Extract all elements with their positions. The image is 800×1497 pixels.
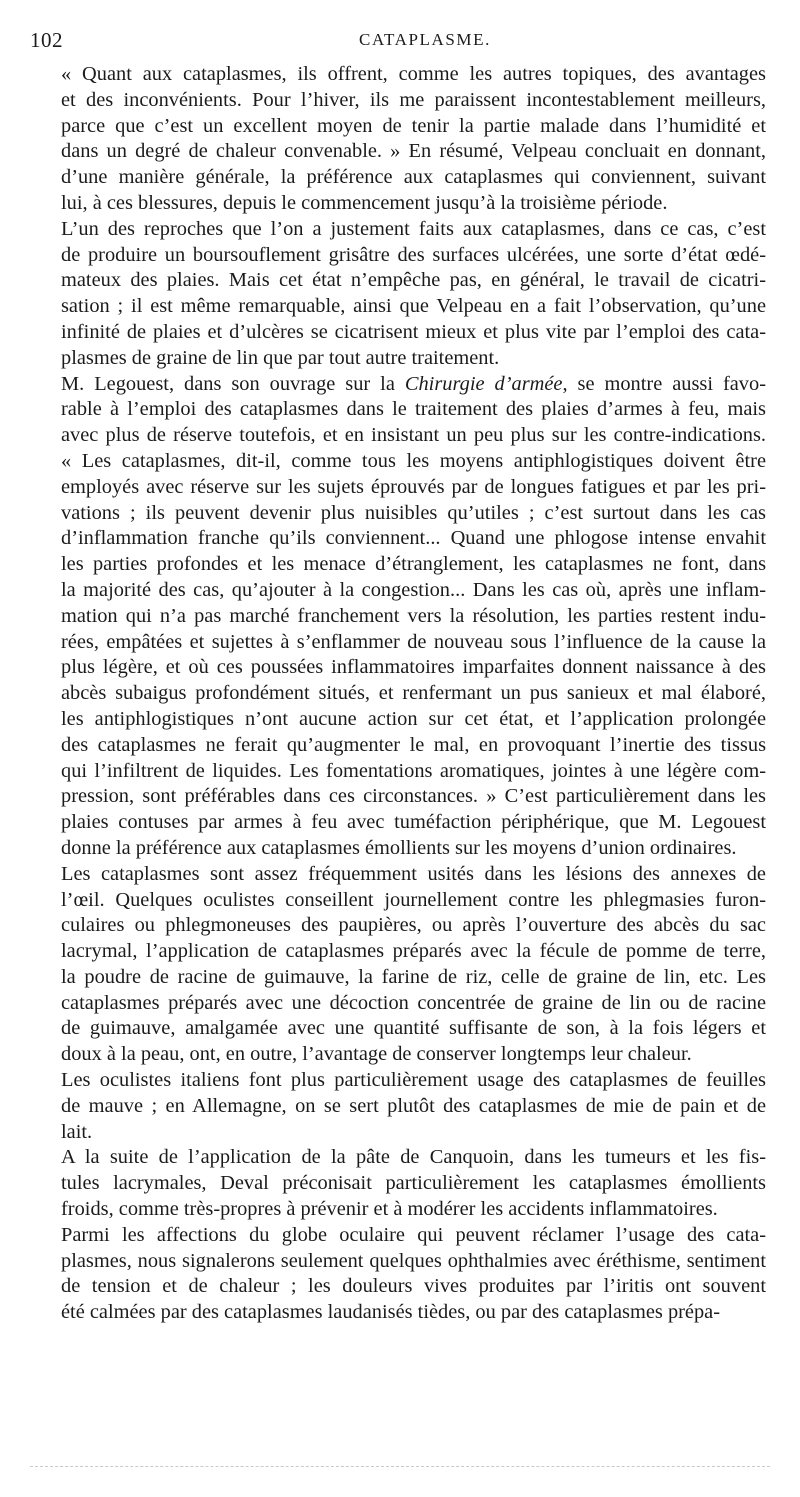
text-line: infinité de plaies et d’ulcères se cicatrisent mieux et plus vite par l’emploi des cata- (61, 320, 766, 343)
text-line: plaies contuses par armes à feu avec tuméfaction périphérique, que M. Legouest (61, 811, 766, 834)
paragraph (31, 862, 766, 1068)
text-line: des cataplasmes ne ferait qu’augmenter le mal, en provoquant l’inertie des tissus (61, 733, 766, 756)
paragraph (31, 1068, 766, 1145)
text-line: employés avec réserve sur les sujets éprouvés par de longues fatigues et par les pri- (61, 475, 766, 498)
text-line: culaires ou phlegmoneuses des paupières, ou après l’ouverture des abcès du sac (61, 914, 766, 937)
text-line: lui, à ces blessures, depuis le commencement jusqu’à la troisième période. (61, 191, 668, 214)
text-line: vations ; ils peuvent devenir plus nuisibles qu’utiles ; c’est surtout dans les cas (61, 501, 766, 524)
text-line: « Quant aux cataplasmes, ils offrent, comme les autres topiques, des avantages (61, 63, 766, 85)
text-line: mateux des plaies. Mais cet état n’empêche pas, en général, le travail de cicatri- (61, 269, 766, 292)
text-line: Parmi les affections du globe oculaire qui peuvent réclamer l’usage des cata- (61, 1223, 766, 1246)
text-line: Les oculistes italiens font plus particulièrement usage des cataplasmes de feuilles (61, 1069, 766, 1092)
text-line: dans un degré de chaleur convenable. » En résumé, Velpeau concluait en donnant, (61, 140, 766, 163)
text-line: et des inconvénients. Pour l’hiver, ils me paraissent incontestablement meilleurs, (61, 88, 766, 111)
text-line: Les cataplasmes sont assez fréquemment usités dans les lésions des annexes de (61, 862, 766, 885)
text-line: sation ; il est même remarquable, ainsi que Velpeau en a fait l’observation, qu’une (61, 295, 766, 318)
text-line: été calmées par des cataplasmes laudanisés tièdes, ou par des cataplasmes prépa- (61, 1301, 721, 1324)
text-line: d’inflammation franche qu’ils conviennent... Quand une phlogose intense envahit (61, 527, 766, 550)
book-title: Chirurgie d’armée (404, 372, 563, 395)
text-line: doux à la peau, ont, en outre, l’avantage de conserver longtemps leur chaleur. (61, 1043, 692, 1066)
text-line: plasmes de graine de lin que par tout autre traitement. (61, 346, 500, 369)
paragraph (31, 62, 766, 217)
text-line: rées, empâtées et sujettes à s’enflammer de nouveau sous l’influence de la cause la (61, 630, 766, 653)
text-line: les parties profondes et les menace d’étranglement, les cataplasmes ne font, dans (61, 553, 766, 576)
text-line: M. Legouest, dans son ouvrage sur la Chirurgie d’armée, se montre aussi favo- (61, 372, 766, 395)
paragraph (31, 217, 766, 372)
text-line: donne la préférence aux cataplasmes émollients sur les moyens d’union ordinaires. (61, 836, 737, 859)
text-line: rable à l’emploi des cataplasmes dans le traitement des plaies d’armes à feu, mais (61, 398, 766, 421)
text-line: avec plus de réserve toutefois, et en insistant un peu plus sur les contre-indications. (61, 424, 766, 447)
text-line: la poudre de racine de guimauve, la farine de riz, celle de graine de lin, etc. Les (61, 965, 766, 988)
body-text (31, 62, 766, 1326)
text-line: froids, comme très-propres à prévenir et à modérer les accidents inflammatoires. (61, 1198, 718, 1221)
text-line: A la suite de l’application de la pâte de Canquoin, dans les tumeurs et les fis- (61, 1146, 766, 1169)
text-line: pression, sont préférables dans ces circonstances. » C’est particulièrement dans les (61, 785, 766, 808)
text-line: parce que c’est un excellent moyen de tenir la partie malade dans l’humidité et (61, 114, 766, 137)
text-line: tules lacrymales, Deval préconisait particulièrement les cataplasmes émollients (61, 1172, 766, 1195)
text-line: plus légère, et où ces poussées inflammatoires imparfaites donnent naissance à des (61, 656, 766, 679)
running-title: CATAPLASME. (359, 30, 491, 49)
text-line: la majorité des cas, qu’ajouter à la congestion... Dans les cas où, après une inflam- (61, 578, 766, 601)
text-line: qui l’infiltrent de liquides. Les fomentations aromatiques, jointes à une légère com- (61, 759, 766, 782)
text-line: lacrymal, l’application de cataplasmes préparés avec la fécule de pomme de terre, (61, 940, 766, 963)
page-header (30, 28, 770, 58)
text-line: mation qui n’a pas marché franchement vers la résolution, les parties restent indu- (61, 604, 766, 627)
text-line: de produire un boursouflement grisâtre des surfaces ulcérées, une sorte d’état œdé- (61, 243, 766, 266)
text-line: l’œil. Quelques oculistes conseillent journellement contre les phlegmasies furon- (61, 888, 766, 911)
paragraph (31, 372, 766, 862)
text-line: « Les cataplasmes, dit-il, comme tous les moyens antiphlogistiques doivent être (61, 449, 766, 472)
text-line: de guimauve, amalgamée avec une quantité suffisante de son, à la fois légers et (61, 1017, 766, 1040)
text-line: les antiphlogistiques n’ont aucune action sur cet état, et l’application prolongée (61, 707, 766, 730)
text-line: lait. (61, 1120, 93, 1143)
text-line: de tension et de chaleur ; les douleurs vives produites par l’iritis ont souvent (61, 1275, 766, 1298)
text-line: de mauve ; en Allemagne, on se sert plutôt des cataplasmes de mie de pain et de (61, 1094, 766, 1117)
page-number: 102 (30, 28, 63, 52)
footer-rule (30, 1466, 770, 1467)
text-line: L’un des reproches que l’on a justement faits aux cataplasmes, dans ce cas, c’est (61, 217, 766, 240)
text-line: cataplasmes préparés avec une décoction concentrée de graine de lin ou de racine (61, 991, 766, 1014)
text-line: abcès subaigus profondément situés, et renfermant un pus sanieux et mal élaboré, (61, 682, 766, 705)
paragraph (31, 1223, 766, 1326)
text-line: plasmes, nous signalerons seulement quelques ophthalmies avec éréthisme, sentiment (61, 1249, 766, 1272)
paragraph (31, 1145, 766, 1222)
text-line: d’une manière générale, la préférence aux cataplasmes qui conviennent, suivant (61, 166, 766, 189)
